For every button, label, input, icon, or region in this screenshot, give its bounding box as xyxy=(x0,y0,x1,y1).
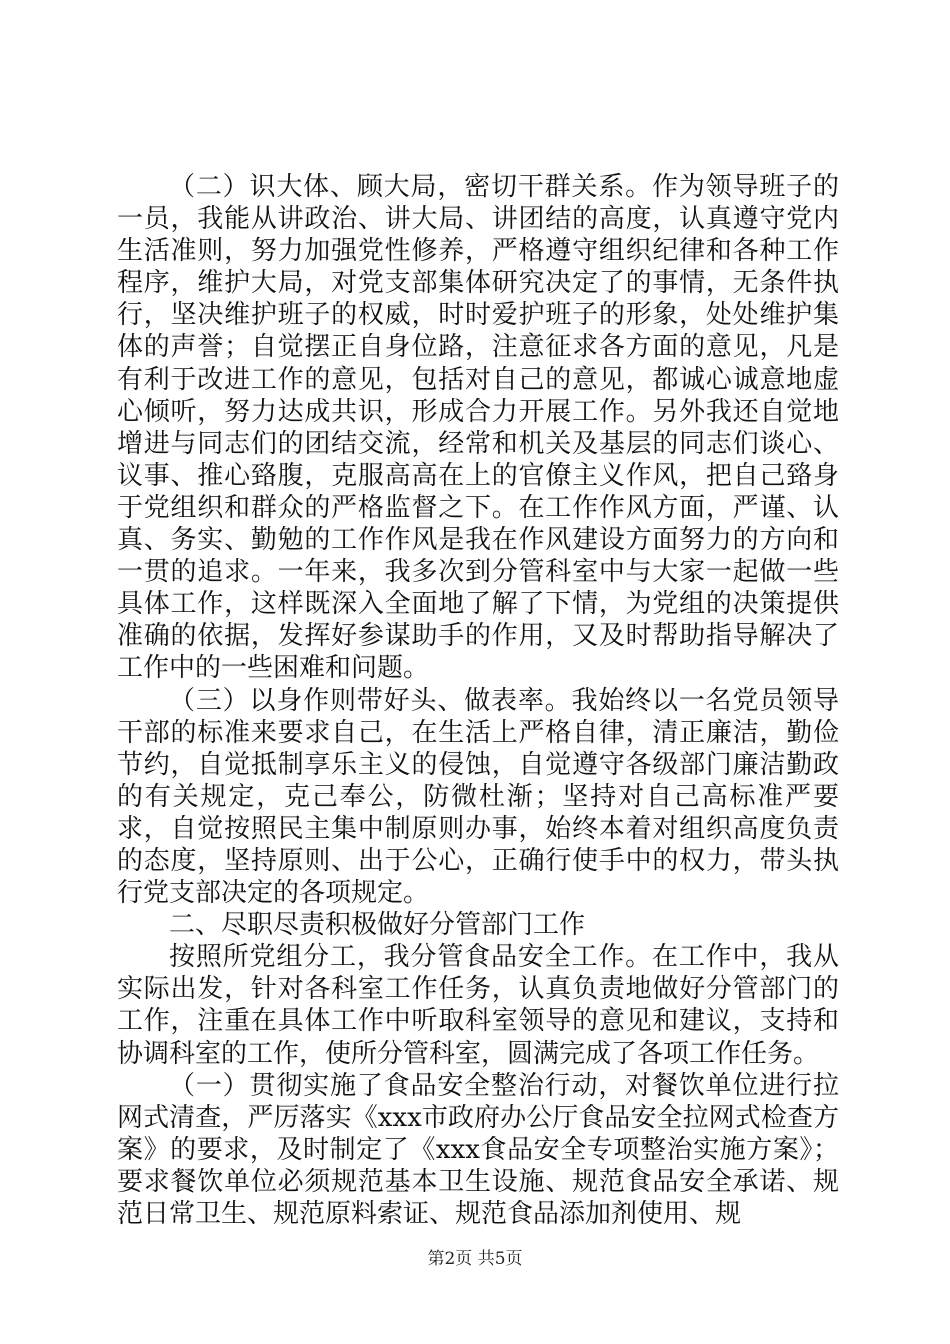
paragraph-section-2-intro: 按照所党组分工，我分管食品安全工作。在工作中，我从实际出发，针对各科室工作任务，认真负责地做好分管部门的工作，注重在具体工作中听取科室领导的意见和建议，支持和协调科室的工作，使所分管科室，圆满完成了各项工作任务。 xyxy=(117,942,839,1069)
section-heading-2: 二、尽职尽责积极做好分管部门工作 xyxy=(169,910,586,941)
paragraph-section-2-item-1: （一）贯彻实施了食品安全整治行动，对餐饮单位进行拉网式清查，严厉落实《xxx市政府办公厅食品安全拉网式检查方案》的要求，及时制定了《xxx食品安全专项整治实施方案》；要求餐饮单位必须规范基本卫生设施、规范食品安全承诺、规范日常卫生、规范原料索证、规范食品添加剂使用、规 xyxy=(117,1070,839,1229)
page-footer: 第2页 共5页 xyxy=(427,1249,523,1269)
paragraph-section-2-2: （二）识大体、顾大局，密切干群关系。作为领导班子的一员，我能从讲政治、讲大局、讲团结的高度，认真遵守党内生活准则，努力加强党性修养，严格遵守组织纪律和各种工作程序，维护大局，对党支部集体研究决定了的事情，无条件执行，坚决维护班子的权威，时时爱护班子的形象，处处维护集体的声誉；自觉摆正自身位路，注意征求各方面的意见，凡是有利于改进工作的意见，包括对自己的意见，都诚心诚意地虚心倾听，努力达成共识，形成合力开展工作。另外我还自觉地增进与同志们的团结交流，经常和机关及基层的同志们谈心、议事、推心臵腹，克服高高在上的官僚主义作风，把自己臵身于党组织和群众的严格监督之下。在工作作风方面，严谨、认真、务实、勤勉的工作作风是我在作风建设方面努力的方向和一贯的追求。一年来，我多次到分管科室中与大家一起做一些具体工作，这样既深入全面地了解了下情，为党组的决策提供准确的依据，发挥好参谋助手的作用，又及时帮助指导解决了工作中的一些困难和问题。 xyxy=(117,172,839,684)
paragraph-section-2-3: （三）以身作则带好头、做表率。我始终以一名党员领导干部的标准来要求自己，在生活上严格自律，清正廉洁，勤俭节约，自觉抵制享乐主义的侵蚀，自觉遵守各级部门廉洁勤政的有关规定，克己奉公，防微杜渐；坚持对自己高标准严要求，自觉按照民主集中制原则办事，始终本着对组织高度负责的态度，坚持原则、出于公心，正确行使手中的权力，带头执行党支部决定的各项规定。 xyxy=(117,685,839,909)
document-body xyxy=(117,171,839,1230)
